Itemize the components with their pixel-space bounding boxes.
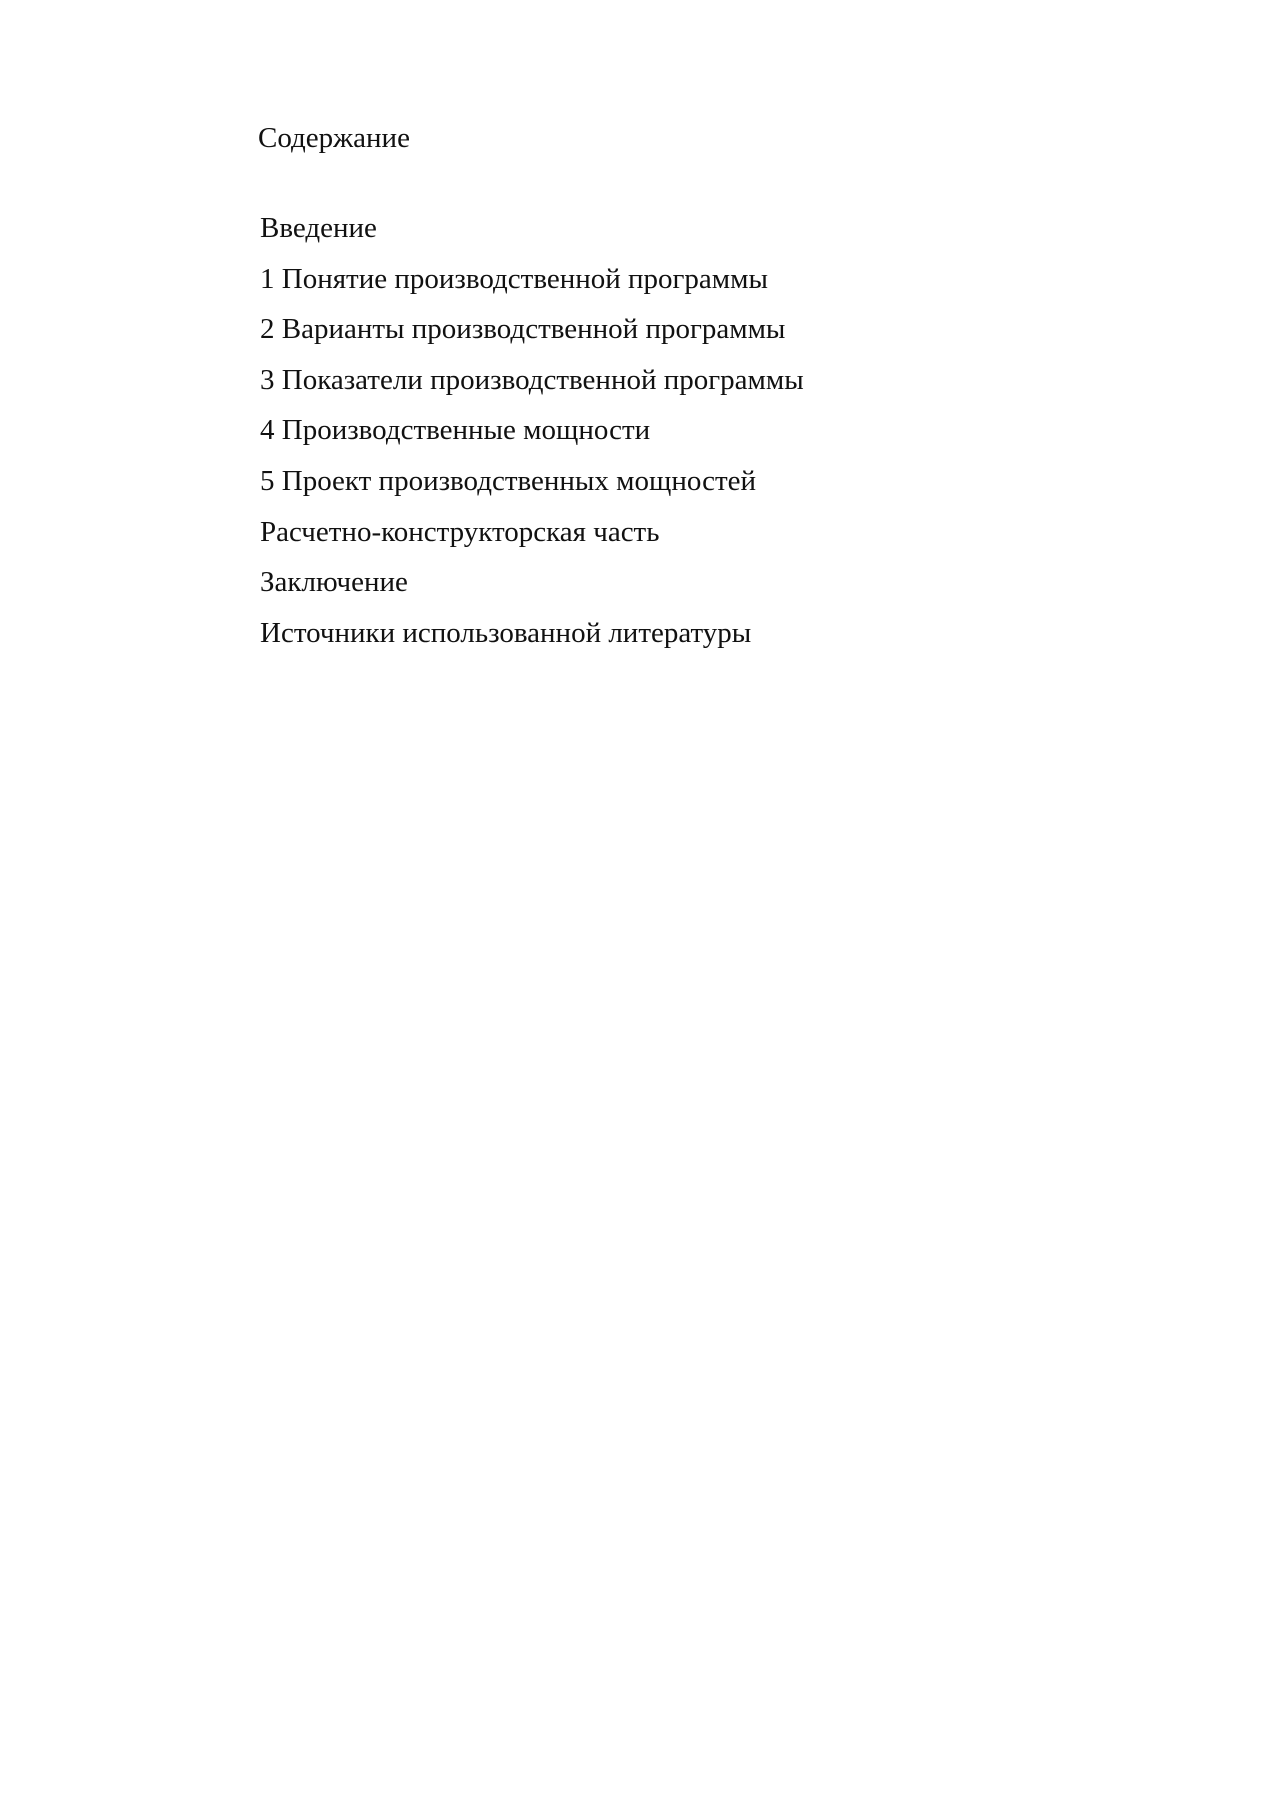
toc-item-1: 1 Понятие производственной программы: [260, 262, 768, 295]
table-of-contents: [260, 208, 804, 663]
toc-item-references: Источники использованной литературы: [260, 616, 752, 649]
toc-item-conclusion: Заключение: [260, 566, 408, 599]
toc-item-3: 3 Показатели производственной программы: [260, 363, 804, 396]
toc-item-calculation-part: Расчетно-конструкторская часть: [260, 515, 660, 548]
toc-item-5: 5 Проект производственных мощностей: [260, 464, 757, 497]
toc-item-introduction: Введение: [260, 212, 377, 244]
toc-item-2: 2 Варианты производственной программы: [260, 313, 786, 346]
toc-title: Содержание: [258, 122, 410, 154]
toc-item-4: 4 Производственные мощности: [260, 414, 651, 447]
